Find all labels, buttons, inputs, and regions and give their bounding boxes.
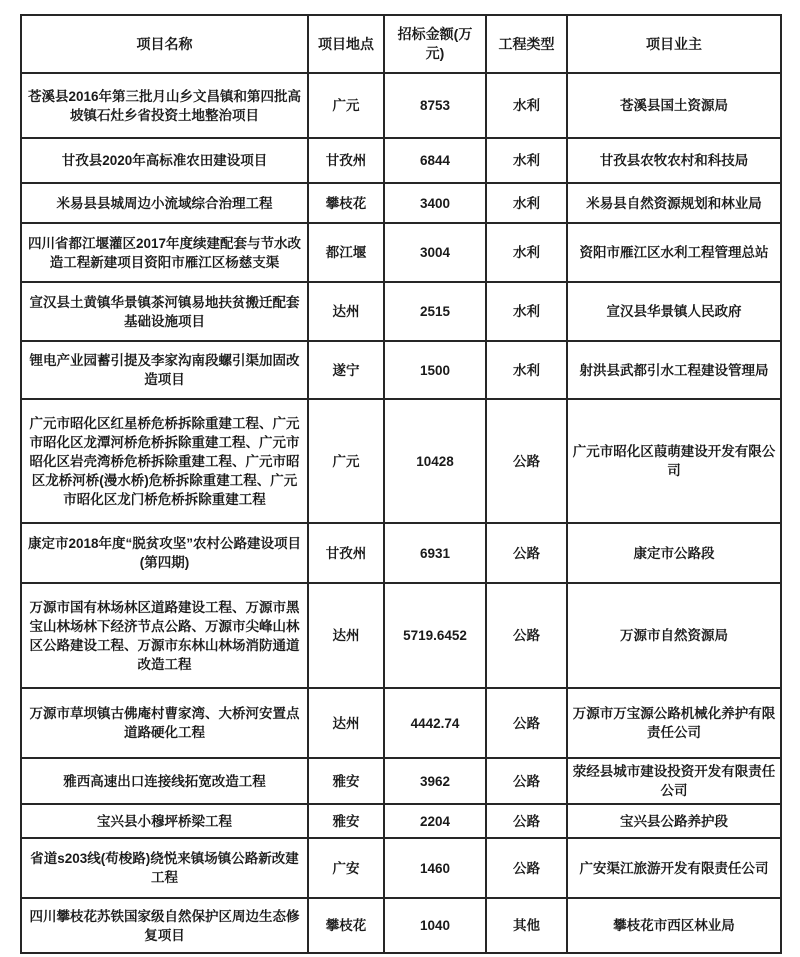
- cell-project-name: 宣汉县土黄镇华景镇茶河镇易地扶贫搬迁配套基础设施项目: [21, 282, 308, 341]
- cell-project-name: 苍溪县2016年第三批月山乡文昌镇和第四批高坡镇石灶乡省投资土地整治项目: [21, 73, 308, 138]
- cell-owner: 康定市公路段: [567, 523, 781, 583]
- cell-bid-amount: 5719.6452: [384, 583, 486, 688]
- cell-project-type: 其他: [486, 898, 567, 953]
- cell-owner: 宝兴县公路养护段: [567, 804, 781, 838]
- cell-bid-amount: 3962: [384, 758, 486, 804]
- cell-location: 达州: [308, 282, 384, 341]
- cell-location: 攀枝花: [308, 183, 384, 223]
- table-header-row: [21, 15, 781, 73]
- projects-table: [20, 14, 782, 954]
- table-row: [21, 341, 781, 399]
- cell-owner: 宣汉县华景镇人民政府: [567, 282, 781, 341]
- table-row: [21, 523, 781, 583]
- cell-location: 都江堰: [308, 223, 384, 282]
- cell-bid-amount: 2515: [384, 282, 486, 341]
- cell-project-type: 公路: [486, 523, 567, 583]
- cell-bid-amount: 3004: [384, 223, 486, 282]
- column-header-owner: 项目业主: [567, 15, 781, 73]
- column-header-bid-amount: 招标金额(万元): [384, 15, 486, 73]
- column-header-project-name: 项目名称: [21, 15, 308, 73]
- table-row: [21, 138, 781, 183]
- cell-project-type: 水利: [486, 138, 567, 183]
- cell-owner: 广安渠江旅游开发有限责任公司: [567, 838, 781, 898]
- cell-project-type: 公路: [486, 758, 567, 804]
- cell-bid-amount: 2204: [384, 804, 486, 838]
- cell-location: 甘孜州: [308, 523, 384, 583]
- cell-bid-amount: 1460: [384, 838, 486, 898]
- table-row: [21, 583, 781, 688]
- cell-owner: 苍溪县国土资源局: [567, 73, 781, 138]
- table-row: [21, 223, 781, 282]
- cell-project-type: 公路: [486, 583, 567, 688]
- table-row: [21, 282, 781, 341]
- table-row: [21, 804, 781, 838]
- cell-owner: 万源市万宝源公路机械化养护有限责任公司: [567, 688, 781, 758]
- cell-bid-amount: 3400: [384, 183, 486, 223]
- cell-project-type: 水利: [486, 341, 567, 399]
- cell-project-type: 水利: [486, 223, 567, 282]
- cell-bid-amount: 1040: [384, 898, 486, 953]
- cell-location: 遂宁: [308, 341, 384, 399]
- cell-bid-amount: 6844: [384, 138, 486, 183]
- table-row: [21, 183, 781, 223]
- cell-project-name: 甘孜县2020年高标准农田建设项目: [21, 138, 308, 183]
- cell-project-name: 康定市2018年度“脱贫攻坚”农村公路建设项目(第四期): [21, 523, 308, 583]
- cell-location: 雅安: [308, 804, 384, 838]
- cell-project-type: 公路: [486, 399, 567, 523]
- table-row: [21, 758, 781, 804]
- cell-location: 攀枝花: [308, 898, 384, 953]
- cell-project-name: 锂电产业园蓄引提及李家沟南段螺引渠加固改造项目: [21, 341, 308, 399]
- table-row: [21, 838, 781, 898]
- cell-project-name: 四川攀枝花苏铁国家级自然保护区周边生态修复项目: [21, 898, 308, 953]
- cell-bid-amount: 4442.74: [384, 688, 486, 758]
- cell-project-name: 广元市昭化区红星桥危桥拆除重建工程、广元市昭化区龙潭河桥危桥拆除重建工程、广元市昭化区岩壳湾桥危桥拆除重建工程、广元市昭区龙桥河桥(漫水桥)危桥拆除重建工程、广元市昭化区龙门桥危桥拆除重建工程: [21, 399, 308, 523]
- cell-location: 广元: [308, 73, 384, 138]
- cell-bid-amount: 10428: [384, 399, 486, 523]
- cell-owner: 攀枝花市西区林业局: [567, 898, 781, 953]
- cell-location: 雅安: [308, 758, 384, 804]
- cell-project-name: 万源市国有林场林区道路建设工程、万源市黑宝山林场林下经济节点公路、万源市尖峰山林区公路建设工程、万源市东林山林场消防通道改造工程: [21, 583, 308, 688]
- table-row: [21, 898, 781, 953]
- cell-project-name: 宝兴县小穆坪桥梁工程: [21, 804, 308, 838]
- cell-project-type: 水利: [486, 282, 567, 341]
- cell-project-type: 公路: [486, 838, 567, 898]
- projects-table-container: [20, 14, 780, 954]
- column-header-project-type: 工程类型: [486, 15, 567, 73]
- cell-location: 甘孜州: [308, 138, 384, 183]
- cell-bid-amount: 1500: [384, 341, 486, 399]
- cell-owner: 广元市昭化区葭萌建设开发有限公司: [567, 399, 781, 523]
- cell-location: 达州: [308, 583, 384, 688]
- cell-project-name: 雅西高速出口连接线拓宽改造工程: [21, 758, 308, 804]
- cell-location: 广元: [308, 399, 384, 523]
- cell-project-type: 水利: [486, 73, 567, 138]
- cell-project-type: 公路: [486, 804, 567, 838]
- cell-project-name: 米易县县城周边小流域综合治理工程: [21, 183, 308, 223]
- cell-owner: 甘孜县农牧农村和科技局: [567, 138, 781, 183]
- table-row: [21, 688, 781, 758]
- cell-owner: 荥经县城市建设投资开发有限责任公司: [567, 758, 781, 804]
- cell-bid-amount: 6931: [384, 523, 486, 583]
- cell-location: 广安: [308, 838, 384, 898]
- cell-owner: 射洪县武都引水工程建设管理局: [567, 341, 781, 399]
- cell-location: 达州: [308, 688, 384, 758]
- cell-project-name: 万源市草坝镇古佛庵村曹家湾、大桥河安置点道路硬化工程: [21, 688, 308, 758]
- column-header-location: 项目地点: [308, 15, 384, 73]
- cell-project-type: 水利: [486, 183, 567, 223]
- cell-project-type: 公路: [486, 688, 567, 758]
- cell-project-name: 四川省都江堰灌区2017年度续建配套与节水改造工程新建项目资阳市雁江区杨慈支渠: [21, 223, 308, 282]
- cell-owner: 万源市自然资源局: [567, 583, 781, 688]
- table-row: [21, 73, 781, 138]
- table-row: [21, 399, 781, 523]
- cell-bid-amount: 8753: [384, 73, 486, 138]
- cell-owner: 米易县自然资源规划和林业局: [567, 183, 781, 223]
- cell-project-name: 省道s203线(苟梭路)绕悦来镇场镇公路新改建工程: [21, 838, 308, 898]
- cell-owner: 资阳市雁江区水利工程管理总站: [567, 223, 781, 282]
